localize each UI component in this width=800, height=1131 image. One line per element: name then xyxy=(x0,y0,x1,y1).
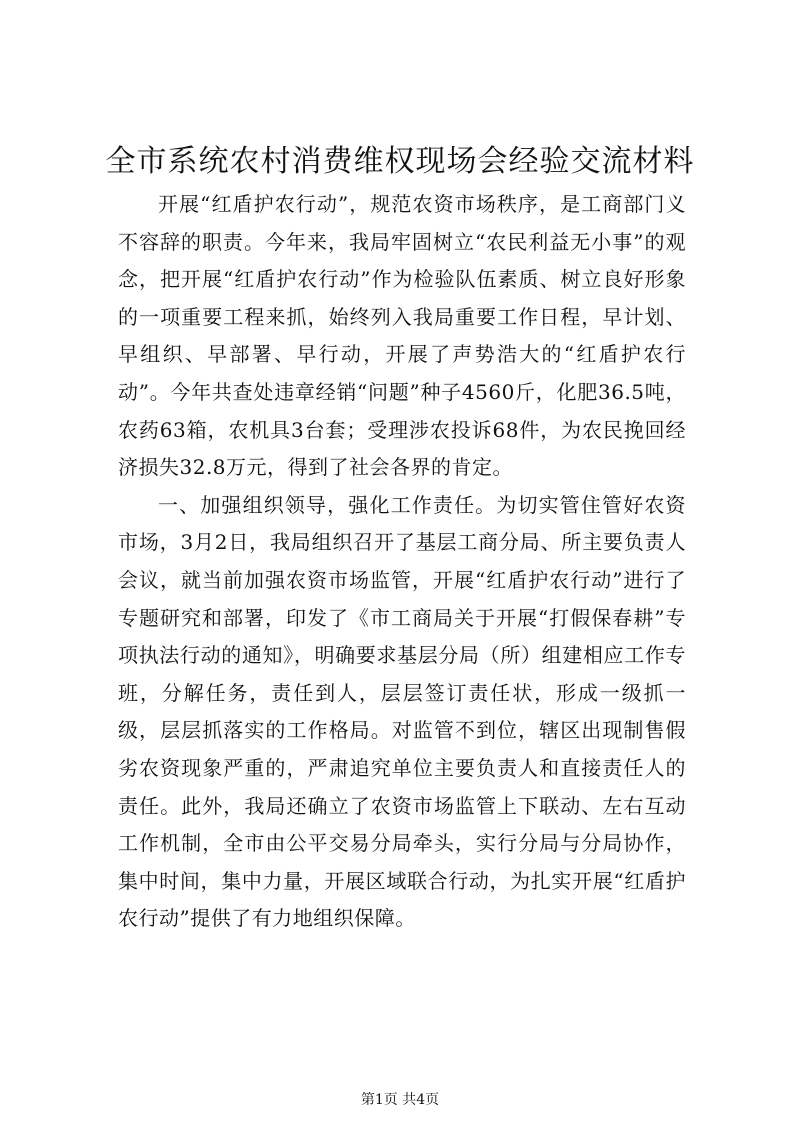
intro-paragraph: 开展“红盾护农行动”，规范农资市场秩序，是工商部门义不容辞的职责。今年来，我局牢固树立“农民利益无小事”的观念，把开展“红盾护农行动”作为检验队伍素质、树立良好形象的一项重要工程来抓，始终列入我局重要工作日程，早计划、早组织、早部署、早行动，开展了声势浩大的“红盾护农行动”。今年共查处违章经销“问题”种子4560斤，化肥36.5吨，农药63箱，农机具3台套；受理涉农投诉68件，为农民挽回经济损失32.8万元，得到了社会各界的肯定。 xyxy=(118,192,686,480)
document-body xyxy=(118,186,686,938)
section-one-paragraph: 一、加强组织领导，强化工作责任。为切实管住管好农资市场，3月2日，我局组织召开了基层工商分局、所主要负责人会议，就当前加强农资市场监管，开展“红盾护农行动”进行了专题研究和部署，印发了《市工商局关于开展“打假保春耕”专项执法行动的通知》，明确要求基层分局（所）组建相应工作专班，分解任务，责任到人，层层签订责任状，形成一级抓一级，层层抓落实的工作格局。对监管不到位，辖区出现制售假劣农资现象严重的，严肃追究单位主要负责人和直接责任人的责任。此外，我局还确立了农资市场监管上下联动、左右互动工作机制，全市由公平交易分局牵头，实行分局与分局协作，集中时间，集中力量，开展区域联合行动，为扎实开展“红盾护农行动”提供了有力地组织保障。 xyxy=(118,492,686,931)
document-title: 全市系统农村消费维权现场会经验交流材料 xyxy=(105,144,695,179)
page-footer: 第1页 共4页 xyxy=(360,1092,440,1108)
